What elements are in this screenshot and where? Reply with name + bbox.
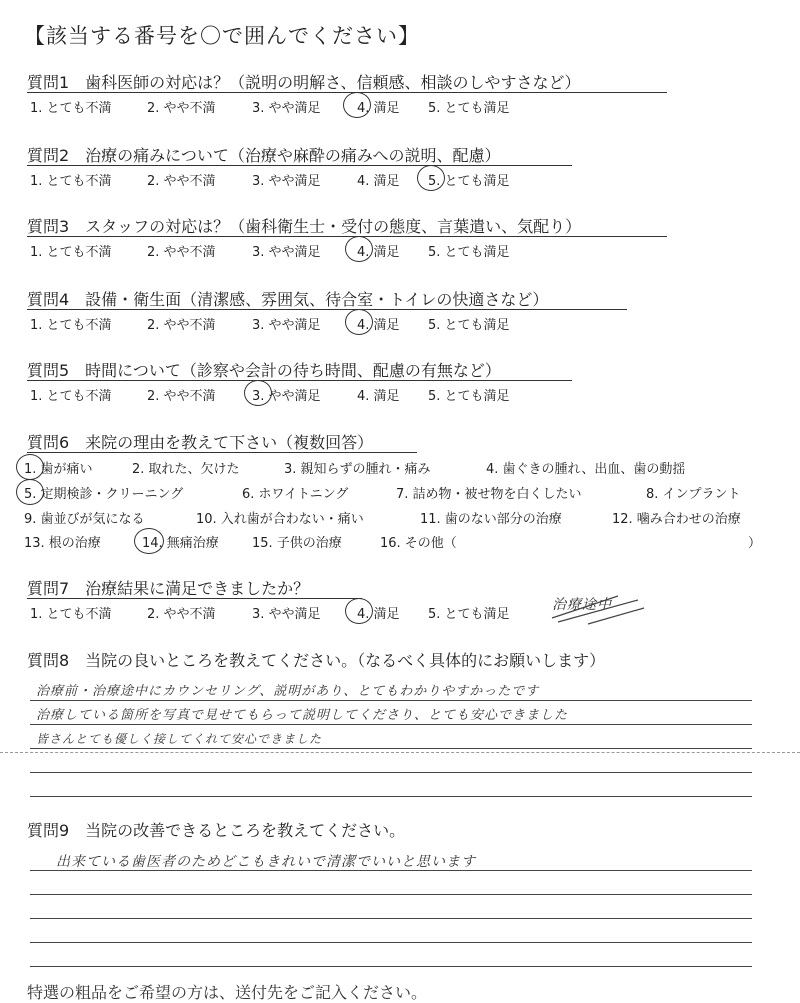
q8-answer-line-3 [30, 748, 752, 749]
q1-option-2[interactable]: 2. やや不満 [147, 101, 216, 116]
q6-option-12[interactable]: 12. 噛み合わせの治療 [612, 512, 741, 527]
q3-option-3[interactable]: 3. やや満足 [252, 245, 321, 260]
question-5-title: 質問5 時間について（診察や会計の待ち時間、配慮の有無など） [27, 361, 501, 380]
q4-selection-circle [345, 309, 373, 335]
q1-option-4[interactable]: 4. 満足 [357, 101, 400, 116]
q9-answer-line-3 [30, 918, 752, 919]
q8-answer-line-5 [30, 796, 752, 797]
question-4-title: 質問4 設備・衛生面（清潔感、雰囲気、待合室・トイレの快適さなど） [27, 290, 549, 309]
question-5-underline [27, 380, 572, 381]
q7-option-2[interactable]: 2. やや不満 [147, 607, 216, 622]
question-1-underline [27, 92, 667, 93]
q8-answer-line-4 [30, 772, 752, 773]
q6-other-close-paren: ） [748, 536, 762, 551]
q7-option-1[interactable]: 1. とても不満 [30, 607, 112, 622]
q7-option-5[interactable]: 5. とても満足 [428, 607, 510, 622]
q8-answer-text-1: 治療前・治療途中にカウンセリング、説明があり、とてもわかりやすかったです [36, 684, 540, 699]
q2-option-3[interactable]: 3. やや満足 [252, 174, 321, 189]
q4-option-5[interactable]: 5. とても満足 [428, 318, 510, 333]
question-1-title: 質問1 歯科医師の対応は？（説明の明解さ、信頼感、相談のしやすさなど） [27, 73, 581, 92]
q6-option-3[interactable]: 3. 親知らずの腫れ・痛み [284, 462, 431, 477]
q2-option-1[interactable]: 1. とても不満 [30, 174, 112, 189]
q6-option-2[interactable]: 2. 取れた、欠けた [132, 462, 240, 477]
q8-answer-line-1 [30, 700, 752, 701]
question-4-underline [27, 309, 627, 310]
q6-option-16[interactable]: 16. その他（ [380, 536, 457, 551]
q2-option-2[interactable]: 2. やや不満 [147, 174, 216, 189]
page-fold-line [0, 752, 800, 753]
q8-answer-text-3: 皆さんとても優しく接してくれて安心できました [36, 732, 323, 746]
q9-answer-line-5 [30, 966, 752, 967]
q4-option-2[interactable]: 2. やや不満 [147, 318, 216, 333]
q7-selection-circle [345, 598, 373, 624]
q3-option-2[interactable]: 2. やや不満 [147, 245, 216, 260]
q5-option-3[interactable]: 3. やや満足 [252, 389, 321, 404]
question-3-underline [27, 236, 667, 237]
q5-option-4[interactable]: 4. 満足 [357, 389, 400, 404]
q5-option-1[interactable]: 1. とても不満 [30, 389, 112, 404]
q6-option-11[interactable]: 11. 歯のない部分の治療 [420, 512, 562, 527]
q1-option-3[interactable]: 3. やや満足 [252, 101, 321, 116]
q8-answer-text-2: 治療している箇所を写真で見せてもらって説明してくださり、とても安心できました [36, 708, 569, 723]
question-7-title: 質問7 治療結果に満足できましたか？ [27, 579, 310, 598]
q6-option-9[interactable]: 9. 歯並びが気になる [24, 512, 145, 527]
q6-option-15[interactable]: 15. 子供の治療 [252, 536, 342, 551]
q8-answer-line-2 [30, 724, 752, 725]
question-2-title: 質問2 治療の痛みについて（治療や麻酔の痛みへの説明、配慮） [27, 146, 501, 165]
q5-option-5[interactable]: 5. とても満足 [428, 389, 510, 404]
q6-option-10[interactable]: 10. 入れ歯が合わない・痛い [196, 512, 364, 527]
q7-scribble-strike [548, 588, 648, 628]
q4-option-4[interactable]: 4. 満足 [357, 318, 400, 333]
q7-option-4[interactable]: 4. 満足 [357, 607, 400, 622]
page-title: 【該当する番号を〇で囲んでください】 [24, 24, 420, 48]
q6-selection-circle-1 [16, 454, 44, 480]
q6-selection-circle-5 [16, 479, 44, 505]
q5-option-2[interactable]: 2. やや不満 [147, 389, 216, 404]
q6-option-6[interactable]: 6. ホワイトニング [242, 487, 349, 502]
question-2-underline [27, 165, 572, 166]
q3-option-1[interactable]: 1. とても不満 [30, 245, 112, 260]
q1-option-5[interactable]: 5. とても満足 [428, 101, 510, 116]
q9-answer-line-4 [30, 942, 752, 943]
q9-answer-line-2 [30, 894, 752, 895]
footer-cut-text: 特選の粗品をご希望の方は、送付先をご記入ください。 [27, 983, 428, 1002]
q6-option-4[interactable]: 4. 歯ぐきの腫れ、出血、歯の動揺 [486, 462, 686, 477]
q6-selection-circle-14 [134, 528, 164, 554]
q3-selection-circle [345, 236, 373, 262]
q7-handwritten-note: 治療途中 [552, 597, 612, 613]
q2-option-4[interactable]: 4. 満足 [357, 174, 400, 189]
question-6-title: 質問6 来院の理由を教えて下さい（複数回答） [27, 433, 374, 452]
q6-option-13[interactable]: 13. 根の治療 [24, 536, 101, 551]
q4-option-3[interactable]: 3. やや満足 [252, 318, 321, 333]
question-7-underline [27, 598, 362, 599]
q5-selection-circle [244, 380, 272, 406]
q7-option-3[interactable]: 3. やや満足 [252, 607, 321, 622]
q1-selection-circle [343, 92, 371, 118]
q1-option-1[interactable]: 1. とても不満 [30, 101, 112, 116]
question-8-title: 質問8 当院の良いところを教えてください。（なるべく具体的にお願いします） [27, 651, 606, 670]
q6-option-1[interactable]: 1. 歯が痛い [24, 462, 93, 477]
question-6-underline [27, 452, 417, 453]
q6-option-8[interactable]: 8. インプラント [646, 487, 741, 502]
q6-option-14[interactable]: 14. 無痛治療 [142, 536, 219, 551]
q3-option-4[interactable]: 4. 満足 [357, 245, 400, 260]
q2-option-5[interactable]: 5. とても満足 [428, 174, 510, 189]
question-3-title: 質問3 スタッフの対応は？（歯科衛生士・受付の態度、言葉遣い、気配り） [27, 217, 582, 236]
q9-answer-text-1: 出来ている歯医者のためどこもきれいで清潔でいいと思います [56, 854, 476, 870]
q2-selection-circle [417, 165, 445, 191]
q6-option-7[interactable]: 7. 詰め物・被せ物を白くしたい [396, 487, 582, 502]
q6-option-5[interactable]: 5. 定期検診・クリーニング [24, 487, 184, 502]
q3-option-5[interactable]: 5. とても満足 [428, 245, 510, 260]
q4-option-1[interactable]: 1. とても不満 [30, 318, 112, 333]
question-9-title: 質問9 当院の改善できるところを教えてください。 [27, 821, 406, 840]
